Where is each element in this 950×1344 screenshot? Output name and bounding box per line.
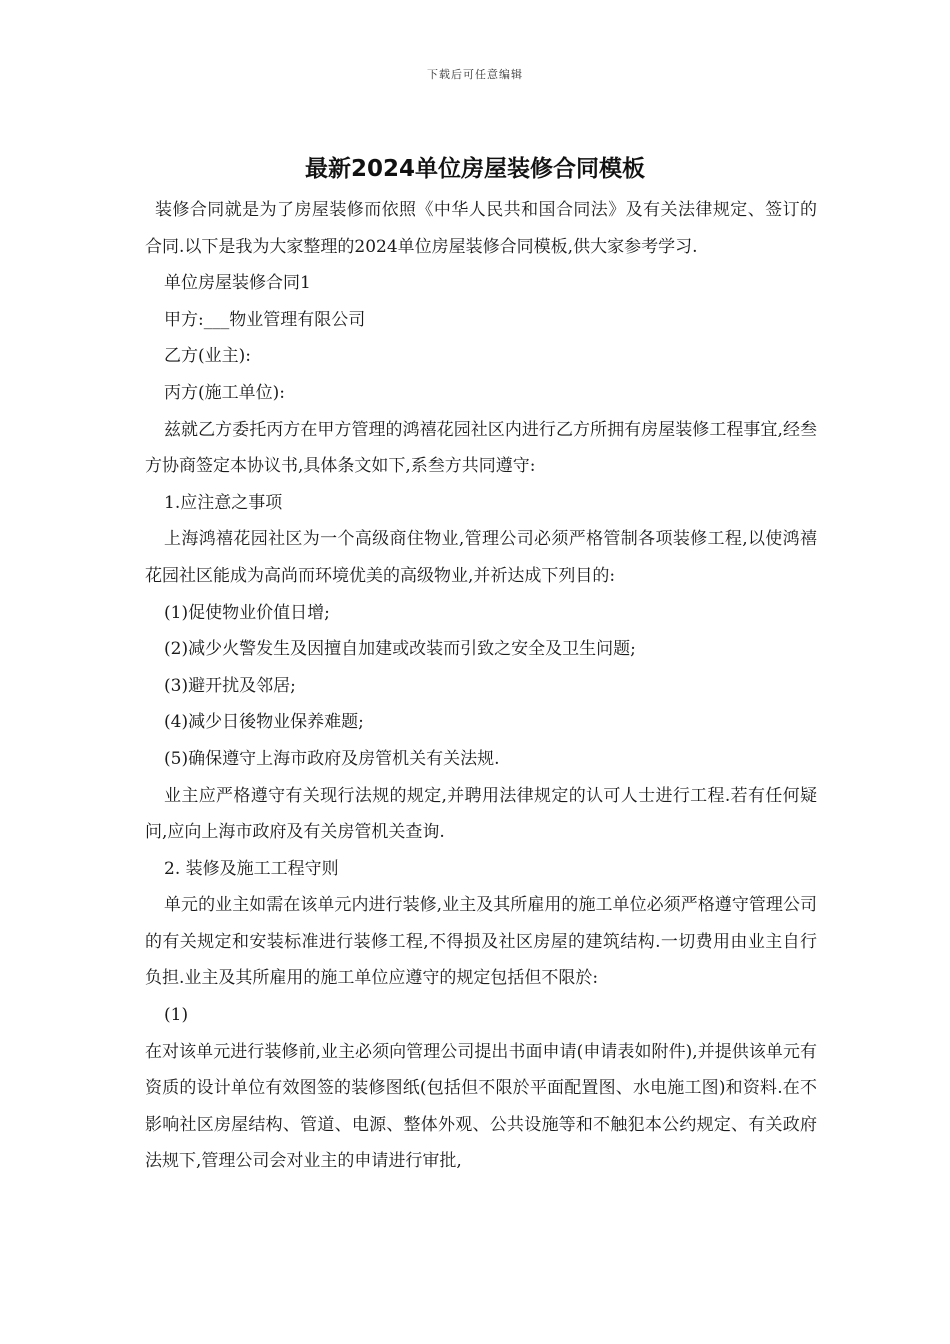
intro-paragraph: 装修合同就是为了房屋装修而依照《中华人民共和国合同法》及有关法律规定、签订的合同.以下是我为大家整理的2024单位房屋装修合同模板,供大家参考学习. <box>145 200 817 257</box>
list-item-number: (1) <box>164 1005 189 1026</box>
list-item: (4)减少日後物业保养难题; <box>164 712 364 733</box>
list-item: (3)避开扰及邻居; <box>164 675 296 696</box>
section-1-paragraph: 上海鸿禧花园社区为一个高级商住物业,管理公司必须严格管制各项装修工程,以使鸿禧花园社区能成为高尚而环境优美的高级物业,并祈达成下列目的: <box>145 529 817 586</box>
header-note: 下载后可任意编辑 <box>427 68 523 81</box>
document-body <box>145 192 817 1180</box>
application-paragraph: 在对该单元进行装修前,业主必须向管理公司提出书面申请(申请表如附件),并提供该单元有资质的设计单位有效图签的装修图纸(包括但不限於平面配置图、水电施工图)和资料.在不影响社区房屋结构、管道、电源、整体外观、公共设施等和不触犯本公约规定、有关政府法规下,管理公司会对业主的申请进行审批, <box>145 1041 817 1172</box>
contract-heading: 单位房屋装修合同1 <box>164 273 311 294</box>
party-c: 丙方(施工单位): <box>164 382 285 403</box>
preamble-paragraph: 兹就乙方委托丙方在甲方管理的鸿禧花园社区内进行乙方所拥有房屋装修工程事宜,经叁方协商签定本协议书,具体条文如下,系叁方共同遵守: <box>145 419 817 477</box>
list-item: (2)减少火警发生及因擅自加建或改装而引致之安全及卫生问题; <box>164 639 636 660</box>
list-item: (5)确保遵守上海市政府及房管机关有关法规. <box>164 748 500 769</box>
list-item: (1)促使物业价值日增; <box>164 602 330 623</box>
document-title: 最新2024单位房屋装修合同模板 <box>304 156 645 182</box>
party-b: 乙方(业主): <box>164 346 251 367</box>
section-heading-1: 1.应注意之事项 <box>164 492 283 513</box>
compliance-paragraph: 业主应严格遵守有关现行法规的规定,并聘用法律规定的认可人士进行工程.若有任何疑问,应向上海市政府及有关房管机关查询. <box>145 785 817 843</box>
section-2-paragraph: 单元的业主如需在该单元内进行装修,业主及其所雇用的施工单位必须严格遵守管理公司的有关规定和安装标准进行装修工程,不得损及社区房屋的建筑结构.一切费用由业主自行负担.业主及其所雇用的施工单位应遵守的规定包括但不限於: <box>145 895 817 989</box>
party-a: 甲方:___物业管理有限公司 <box>164 309 366 330</box>
section-heading-2: 2. 装修及施工工程守则 <box>164 858 339 879</box>
